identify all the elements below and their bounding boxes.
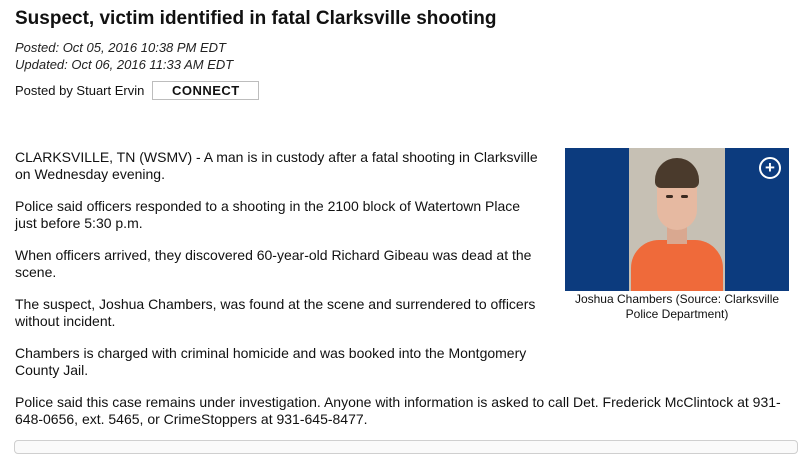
byline-row: [15, 81, 259, 100]
comment-box-edge: [14, 440, 798, 454]
article-paragraph: When officers arrived, they discovered 60-year-old Richard Gibeau was dead at the scene.: [15, 247, 532, 280]
suspect-photo[interactable]: [565, 148, 789, 291]
article-paragraph: Police said this case remains under investigation. Anyone with information is asked to call Det. Frederick McClintock at 931-648-0656, ext. 5465, or CrimeStoppers at 931-645-8477.: [15, 394, 781, 427]
byline: Posted by Stuart Ervin: [15, 83, 145, 98]
article-paragraph: CLARKSVILLE, TN (WSMV) - A man is in custody after a fatal shooting in Clarksville on Wednesday evening.: [15, 149, 538, 182]
plus-circle-icon[interactable]: +: [759, 157, 781, 179]
posted-timestamp: Posted: Oct 05, 2016 10:38 PM EDT: [15, 40, 227, 55]
mugshot-eye: [681, 195, 688, 198]
photo-caption: Joshua Chambers (Source: Clarksville Police Department): [574, 292, 780, 321]
article-paragraph: Chambers is charged with criminal homicide and was booked into the Montgomery County Jail.: [15, 345, 527, 378]
article-paragraph: The suspect, Joshua Chambers, was found at the scene and surrendered to officers without incident.: [15, 296, 536, 329]
mugshot-shirt: [631, 240, 723, 291]
mugshot-eye: [666, 195, 673, 198]
headline: Suspect, victim identified in fatal Clarksville shooting: [15, 8, 497, 29]
updated-timestamp: Updated: Oct 06, 2016 11:33 AM EDT: [15, 57, 234, 72]
connect-button[interactable]: CONNECT: [152, 81, 259, 100]
article-paragraph: Police said officers responded to a shooting in the 2100 block of Watertown Place just before 5:30 p.m.: [15, 198, 521, 231]
